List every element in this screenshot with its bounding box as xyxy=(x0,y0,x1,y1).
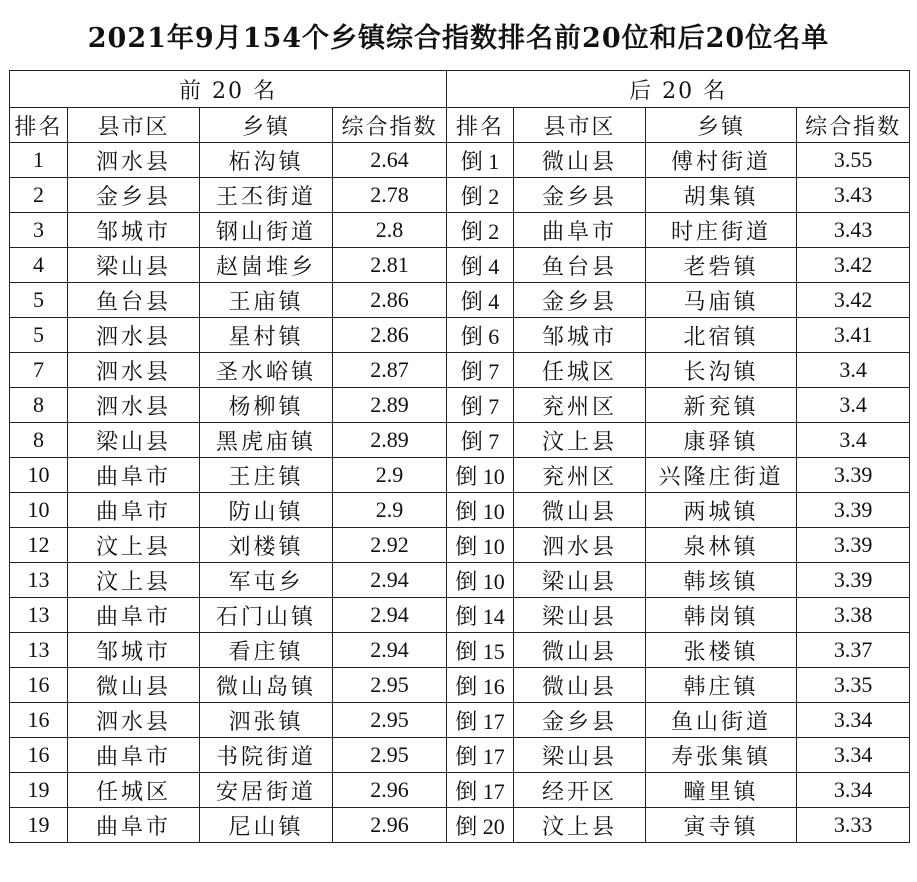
bottom20-rank-cell: 倒 10 xyxy=(447,458,514,493)
top20-index-cell: 2.94 xyxy=(333,563,447,598)
top20-rank-cell: 10 xyxy=(10,458,68,493)
top20-index-cell: 2.8 xyxy=(333,213,447,248)
top20-county-cell: 邹城市 xyxy=(68,213,200,248)
top20-county-cell: 泗水县 xyxy=(68,388,200,423)
table-row xyxy=(10,388,910,423)
bottom20-index-cell: 3.4 xyxy=(797,423,910,458)
table-row xyxy=(10,598,910,633)
top20-town-cell: 杨柳镇 xyxy=(200,388,333,423)
top20-rank-cell: 5 xyxy=(10,318,68,353)
ranking-table xyxy=(9,70,910,843)
bottom20-town-cell: 泉林镇 xyxy=(646,528,797,563)
bottom20-town-cell: 老砦镇 xyxy=(646,248,797,283)
top20-town-cell: 黑虎庙镇 xyxy=(200,423,333,458)
bottom20-group-header: 后 20 名 xyxy=(447,71,910,108)
top20-index-cell: 2.86 xyxy=(333,318,447,353)
bottom20-index-cell: 3.38 xyxy=(797,598,910,633)
top20-town-cell: 圣水峪镇 xyxy=(200,353,333,388)
table-row xyxy=(10,423,910,458)
column-header-index: 综合指数 xyxy=(797,108,910,143)
bottom20-county-cell: 鱼台县 xyxy=(514,248,646,283)
bottom20-rank-cell: 倒 7 xyxy=(447,423,514,458)
table-row xyxy=(10,213,910,248)
bottom20-county-cell: 微山县 xyxy=(514,143,646,178)
top20-index-cell: 2.92 xyxy=(333,528,447,563)
top20-index-cell: 2.87 xyxy=(333,353,447,388)
top20-county-cell: 任城区 xyxy=(68,773,200,808)
bottom20-town-cell: 兴隆庄街道 xyxy=(646,458,797,493)
top20-index-cell: 2.9 xyxy=(333,493,447,528)
top20-rank-cell: 10 xyxy=(10,493,68,528)
column-header-row xyxy=(10,108,910,143)
bottom20-rank-cell: 倒 1 xyxy=(447,143,514,178)
top20-county-cell: 曲阜市 xyxy=(68,493,200,528)
bottom20-town-cell: 鱼山街道 xyxy=(646,703,797,738)
column-header-rank: 排名 xyxy=(447,108,514,143)
bottom20-town-cell: 两城镇 xyxy=(646,493,797,528)
top20-rank-cell: 7 xyxy=(10,353,68,388)
bottom20-rank-cell: 倒 17 xyxy=(447,738,514,773)
table-row xyxy=(10,493,910,528)
bottom20-rank-cell: 倒 15 xyxy=(447,633,514,668)
top20-index-cell: 2.78 xyxy=(333,178,447,213)
bottom20-county-cell: 汶上县 xyxy=(514,423,646,458)
table-row xyxy=(10,563,910,598)
table-row xyxy=(10,668,910,703)
bottom20-rank-cell: 倒 16 xyxy=(447,668,514,703)
column-header-county: 县市区 xyxy=(68,108,200,143)
top20-county-cell: 曲阜市 xyxy=(68,598,200,633)
bottom20-rank-cell: 倒 10 xyxy=(447,528,514,563)
top20-rank-cell: 12 xyxy=(10,528,68,563)
top20-town-cell: 王庄镇 xyxy=(200,458,333,493)
table-row xyxy=(10,738,910,773)
bottom20-rank-cell: 倒 4 xyxy=(447,283,514,318)
bottom20-county-cell: 兖州区 xyxy=(514,458,646,493)
bottom20-rank-cell: 倒 17 xyxy=(447,773,514,808)
top20-town-cell: 柘沟镇 xyxy=(200,143,333,178)
column-header-rank: 排名 xyxy=(10,108,68,143)
bottom20-rank-cell: 倒 7 xyxy=(447,353,514,388)
top20-index-cell: 2.94 xyxy=(333,633,447,668)
top20-index-cell: 2.95 xyxy=(333,738,447,773)
bottom20-town-cell: 傅村街道 xyxy=(646,143,797,178)
bottom20-county-cell: 微山县 xyxy=(514,633,646,668)
bottom20-rank-cell: 倒 10 xyxy=(447,563,514,598)
bottom20-county-cell: 梁山县 xyxy=(514,598,646,633)
table-row xyxy=(10,178,910,213)
bottom20-town-cell: 寅寺镇 xyxy=(646,808,797,843)
top20-town-cell: 星村镇 xyxy=(200,318,333,353)
bottom20-index-cell: 3.43 xyxy=(797,213,910,248)
top20-rank-cell: 13 xyxy=(10,633,68,668)
bottom20-index-cell: 3.4 xyxy=(797,388,910,423)
top20-county-cell: 泗水县 xyxy=(68,318,200,353)
top20-rank-cell: 19 xyxy=(10,808,68,843)
bottom20-town-cell: 北宿镇 xyxy=(646,318,797,353)
bottom20-town-cell: 韩岗镇 xyxy=(646,598,797,633)
bottom20-county-cell: 汶上县 xyxy=(514,808,646,843)
top20-index-cell: 2.96 xyxy=(333,773,447,808)
top20-county-cell: 梁山县 xyxy=(68,248,200,283)
bottom20-index-cell: 3.42 xyxy=(797,283,910,318)
top20-county-cell: 泗水县 xyxy=(68,143,200,178)
top20-county-cell: 邹城市 xyxy=(68,633,200,668)
top20-town-cell: 钢山街道 xyxy=(200,213,333,248)
bottom20-county-cell: 任城区 xyxy=(514,353,646,388)
top20-index-cell: 2.94 xyxy=(333,598,447,633)
table-row xyxy=(10,703,910,738)
top20-rank-cell: 16 xyxy=(10,668,68,703)
top20-index-cell: 2.9 xyxy=(333,458,447,493)
table-row xyxy=(10,528,910,563)
top20-town-cell: 尼山镇 xyxy=(200,808,333,843)
bottom20-town-cell: 韩庄镇 xyxy=(646,668,797,703)
top20-town-cell: 王丕街道 xyxy=(200,178,333,213)
top20-town-cell: 军屯乡 xyxy=(200,563,333,598)
top20-county-cell: 泗水县 xyxy=(68,353,200,388)
bottom20-index-cell: 3.34 xyxy=(797,703,910,738)
top20-rank-cell: 13 xyxy=(10,563,68,598)
top20-town-cell: 石门山镇 xyxy=(200,598,333,633)
bottom20-town-cell: 马庙镇 xyxy=(646,283,797,318)
top20-county-cell: 梁山县 xyxy=(68,423,200,458)
table-row xyxy=(10,773,910,808)
bottom20-index-cell: 3.39 xyxy=(797,493,910,528)
table-row xyxy=(10,633,910,668)
bottom20-index-cell: 3.55 xyxy=(797,143,910,178)
bottom20-rank-cell: 倒 14 xyxy=(447,598,514,633)
bottom20-town-cell: 张楼镇 xyxy=(646,633,797,668)
top20-town-cell: 看庄镇 xyxy=(200,633,333,668)
top20-town-cell: 防山镇 xyxy=(200,493,333,528)
table-row xyxy=(10,248,910,283)
top20-town-cell: 书院街道 xyxy=(200,738,333,773)
top20-rank-cell: 16 xyxy=(10,703,68,738)
bottom20-rank-cell: 倒 2 xyxy=(447,178,514,213)
bottom20-index-cell: 3.39 xyxy=(797,563,910,598)
bottom20-county-cell: 邹城市 xyxy=(514,318,646,353)
bottom20-rank-cell: 倒 2 xyxy=(447,213,514,248)
top20-rank-cell: 19 xyxy=(10,773,68,808)
table-row xyxy=(10,458,910,493)
ranking-rows xyxy=(10,143,910,843)
bottom20-index-cell: 3.37 xyxy=(797,633,910,668)
top20-county-cell: 曲阜市 xyxy=(68,808,200,843)
bottom20-town-cell: 疃里镇 xyxy=(646,773,797,808)
top20-index-cell: 2.86 xyxy=(333,283,447,318)
top20-county-cell: 金乡县 xyxy=(68,178,200,213)
bottom20-index-cell: 3.33 xyxy=(797,808,910,843)
top20-town-cell: 刘楼镇 xyxy=(200,528,333,563)
bottom20-county-cell: 兖州区 xyxy=(514,388,646,423)
bottom20-index-cell: 3.43 xyxy=(797,178,910,213)
bottom20-town-cell: 胡集镇 xyxy=(646,178,797,213)
bottom20-county-cell: 金乡县 xyxy=(514,283,646,318)
top20-rank-cell: 16 xyxy=(10,738,68,773)
top20-town-cell: 泗张镇 xyxy=(200,703,333,738)
bottom20-index-cell: 3.39 xyxy=(797,458,910,493)
top20-town-cell: 微山岛镇 xyxy=(200,668,333,703)
bottom20-rank-cell: 倒 4 xyxy=(447,248,514,283)
top20-town-cell: 王庙镇 xyxy=(200,283,333,318)
column-header-county: 县市区 xyxy=(514,108,646,143)
top20-rank-cell: 1 xyxy=(10,143,68,178)
bottom20-town-cell: 时庄街道 xyxy=(646,213,797,248)
top20-index-cell: 2.89 xyxy=(333,423,447,458)
bottom20-rank-cell: 倒 6 xyxy=(447,318,514,353)
bottom20-index-cell: 3.4 xyxy=(797,353,910,388)
top20-rank-cell: 13 xyxy=(10,598,68,633)
bottom20-index-cell: 3.35 xyxy=(797,668,910,703)
top20-rank-cell: 5 xyxy=(10,283,68,318)
bottom20-rank-cell: 倒 7 xyxy=(447,388,514,423)
bottom20-town-cell: 新兖镇 xyxy=(646,388,797,423)
bottom20-town-cell: 寿张集镇 xyxy=(646,738,797,773)
bottom20-county-cell: 金乡县 xyxy=(514,178,646,213)
top20-index-cell: 2.96 xyxy=(333,808,447,843)
top20-town-cell: 赵崮堆乡 xyxy=(200,248,333,283)
bottom20-county-cell: 梁山县 xyxy=(514,563,646,598)
bottom20-index-cell: 3.41 xyxy=(797,318,910,353)
top20-rank-cell: 4 xyxy=(10,248,68,283)
table-row xyxy=(10,318,910,353)
bottom20-rank-cell: 倒 10 xyxy=(447,493,514,528)
column-header-town: 乡镇 xyxy=(646,108,797,143)
top20-index-cell: 2.81 xyxy=(333,248,447,283)
bottom20-county-cell: 微山县 xyxy=(514,493,646,528)
table-row xyxy=(10,353,910,388)
bottom20-town-cell: 长沟镇 xyxy=(646,353,797,388)
top20-index-cell: 2.95 xyxy=(333,668,447,703)
top20-county-cell: 曲阜市 xyxy=(68,738,200,773)
bottom20-index-cell: 3.34 xyxy=(797,773,910,808)
column-header-index: 综合指数 xyxy=(333,108,447,143)
top20-rank-cell: 2 xyxy=(10,178,68,213)
bottom20-index-cell: 3.42 xyxy=(797,248,910,283)
table-row xyxy=(10,283,910,318)
bottom20-rank-cell: 倒 20 xyxy=(447,808,514,843)
top20-county-cell: 鱼台县 xyxy=(68,283,200,318)
column-header-town: 乡镇 xyxy=(200,108,333,143)
top20-county-cell: 微山县 xyxy=(68,668,200,703)
top20-county-cell: 汶上县 xyxy=(68,528,200,563)
top20-town-cell: 安居街道 xyxy=(200,773,333,808)
bottom20-town-cell: 韩垓镇 xyxy=(646,563,797,598)
group-header-row xyxy=(10,71,910,108)
bottom20-rank-cell: 倒 17 xyxy=(447,703,514,738)
bottom20-county-cell: 微山县 xyxy=(514,668,646,703)
top20-rank-cell: 3 xyxy=(10,213,68,248)
table-row xyxy=(10,143,910,178)
top20-index-cell: 2.89 xyxy=(333,388,447,423)
bottom20-county-cell: 金乡县 xyxy=(514,703,646,738)
bottom20-county-cell: 梁山县 xyxy=(514,738,646,773)
top20-county-cell: 汶上县 xyxy=(68,563,200,598)
top20-group-header: 前 20 名 xyxy=(10,71,447,108)
top20-rank-cell: 8 xyxy=(10,388,68,423)
page-title: 2021年9月154个乡镇综合指数排名前20位和后20位名单 xyxy=(87,23,830,54)
top20-index-cell: 2.95 xyxy=(333,703,447,738)
bottom20-county-cell: 曲阜市 xyxy=(514,213,646,248)
bottom20-county-cell: 泗水县 xyxy=(514,528,646,563)
table-row xyxy=(10,808,910,843)
top20-county-cell: 泗水县 xyxy=(68,703,200,738)
top20-county-cell: 曲阜市 xyxy=(68,458,200,493)
bottom20-index-cell: 3.34 xyxy=(797,738,910,773)
bottom20-county-cell: 经开区 xyxy=(514,773,646,808)
top20-rank-cell: 8 xyxy=(10,423,68,458)
bottom20-town-cell: 康驿镇 xyxy=(646,423,797,458)
bottom20-index-cell: 3.39 xyxy=(797,528,910,563)
top20-index-cell: 2.64 xyxy=(333,143,447,178)
